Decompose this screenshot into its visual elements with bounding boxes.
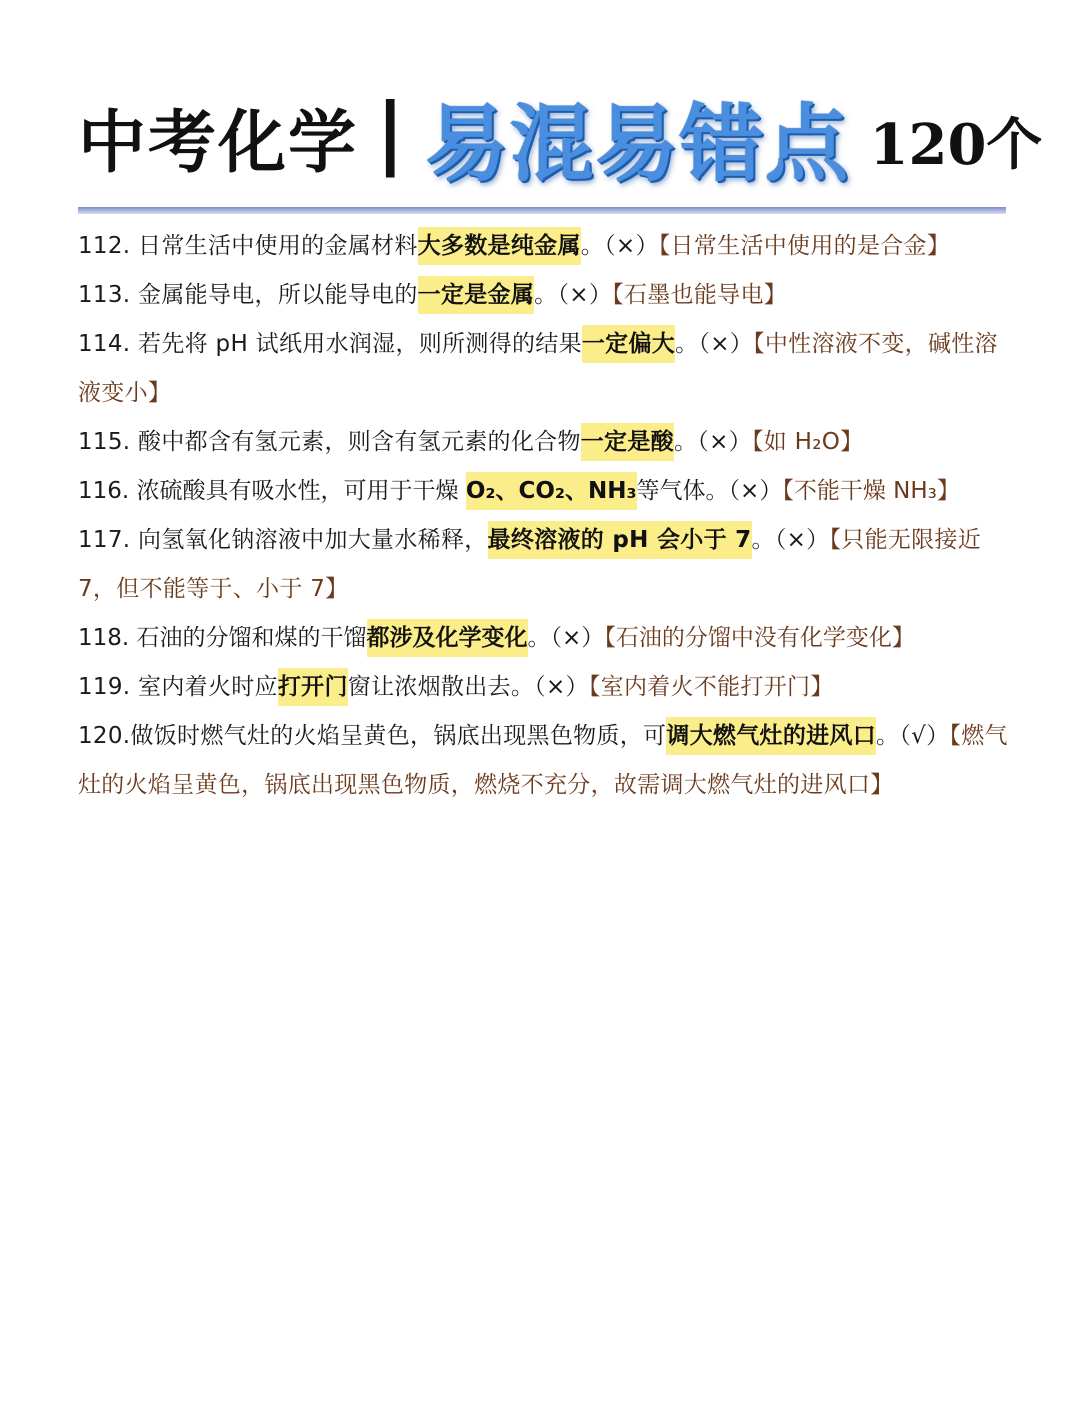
item-highlight: 大多数是纯金属 — [418, 227, 581, 265]
item-highlight: 一定偏大 — [582, 325, 675, 363]
item-text: 酸中都含有氢元素，则含有氢元素的化合物 — [138, 429, 581, 455]
item-text: 金属能导电，所以能导电的 — [138, 282, 418, 308]
list-item-120 — [78, 712, 1008, 810]
item-number: 113. — [78, 282, 131, 308]
item-tail: 。 — [675, 331, 699, 357]
item-mark: （×） — [728, 478, 783, 504]
item-tail: 。 — [580, 233, 605, 259]
item-note: 【中性溶液不变，碱性溶液变小】 — [78, 331, 998, 406]
item-note: 【日常生活中使用的是合金】 — [658, 233, 951, 259]
item-mark: （×） — [698, 331, 754, 357]
item-text: 石油的分馏和煤的干馏 — [136, 625, 367, 651]
item-tail: 窗让浓烟散出去。 — [347, 674, 535, 700]
item-note: 【燃气灶的火焰呈黄色，锅底出现黑色物质，燃烧不充分，故需调大燃气灶的进风口】 — [78, 723, 1008, 798]
header-divider — [78, 207, 1006, 214]
page-header — [78, 82, 1043, 193]
item-text: 若先将 pH 试纸用水润湿，则所测得的结果 — [138, 331, 582, 357]
item-number: 119. — [78, 674, 131, 700]
list-item-112 — [78, 222, 1008, 271]
item-highlight: 一定是酸 — [581, 423, 674, 461]
item-text: 日常生活中使用的金属材料 — [138, 233, 418, 259]
item-text: 做饭时燃气灶的火焰呈黄色，锅底出现黑色物质，可 — [130, 723, 667, 749]
item-tail: 。 — [534, 282, 558, 308]
item-note: 【石油的分馏中没有化学变化】 — [604, 625, 915, 651]
title-subject: 中考化学 — [78, 102, 359, 183]
item-mark: （×） — [557, 282, 613, 308]
item-mark: （√） — [899, 723, 950, 749]
item-tail: 。 — [751, 527, 775, 553]
item-highlight: 最终溶液的 pH 会小于 7 — [488, 521, 752, 559]
item-mark: （×） — [534, 674, 589, 700]
list-item-118 — [78, 614, 1008, 663]
item-tail: 。 — [876, 723, 900, 749]
item-highlight: 调大燃气灶的进风口 — [666, 717, 876, 755]
list-item-117 — [78, 516, 1008, 614]
item-note: 【如 H₂O】 — [751, 429, 864, 455]
item-note: 【不能干燥 NH₃】 — [782, 478, 960, 504]
item-text: 向氢氧化钠溶液中加大量水稀释， — [138, 527, 488, 553]
item-number: 116. — [78, 478, 130, 504]
item-highlight: O₂、CO₂、NH₃ — [466, 472, 637, 510]
item-number: 120. — [78, 723, 131, 749]
list-item-116 — [78, 467, 1008, 516]
item-highlight: 打开门 — [278, 668, 348, 706]
item-number: 114. — [78, 331, 131, 357]
item-tail: 。 — [527, 625, 551, 651]
item-number: 117. — [78, 527, 131, 553]
item-mark: （×） — [604, 233, 659, 259]
item-mark: （×） — [774, 527, 830, 553]
item-note: 【石墨也能导电】 — [612, 282, 788, 308]
item-number: 112. — [78, 233, 131, 259]
item-text: 室内着火时应 — [138, 674, 278, 700]
item-mark: （×） — [550, 625, 605, 651]
title-main: 易混易错点 — [424, 94, 850, 193]
item-note: 【室内着火不能打开门】 — [588, 674, 834, 700]
list-item-114 — [78, 320, 1008, 418]
list-item-115 — [78, 418, 1008, 467]
item-text: 浓硫酸具有吸水性，可用于干燥 — [136, 478, 466, 504]
item-mark: （×） — [697, 429, 752, 455]
item-tail: 等气体。 — [636, 478, 729, 504]
item-note: 【只能无限接近 7，但不能等于、小于 7】 — [78, 527, 982, 602]
items-list — [78, 222, 1008, 810]
list-item-113 — [78, 271, 1008, 320]
title-separator: | — [376, 88, 405, 178]
item-number: 118. — [78, 625, 130, 651]
item-number: 115. — [78, 429, 131, 455]
list-item-119 — [78, 663, 1008, 712]
item-tail: 。 — [673, 429, 698, 455]
item-highlight: 一定是金属 — [418, 276, 535, 314]
title-count: 120个 — [869, 112, 1043, 178]
item-highlight: 都涉及化学变化 — [367, 619, 528, 657]
